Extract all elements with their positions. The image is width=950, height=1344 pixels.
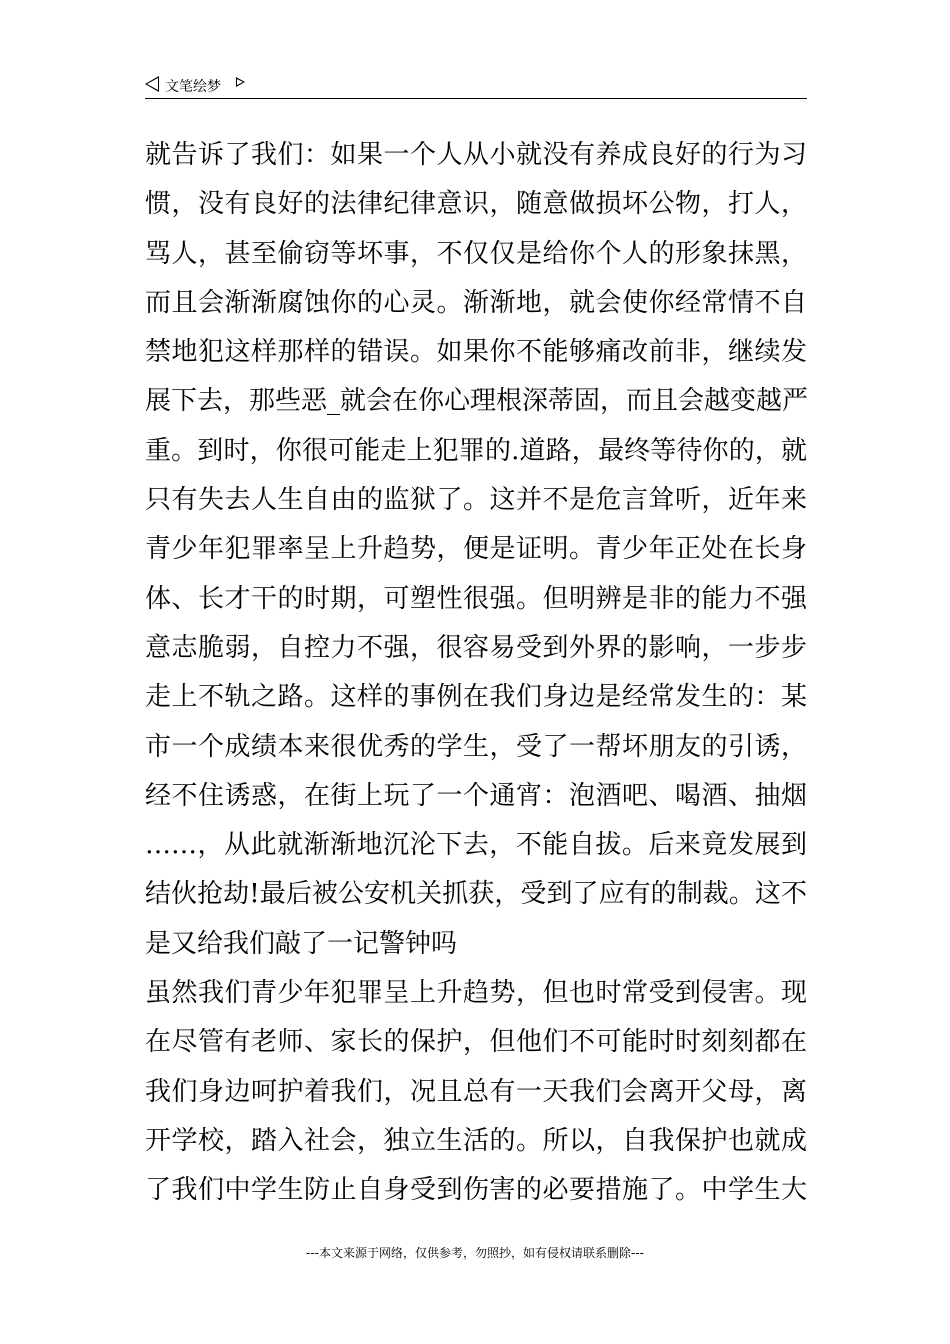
text-line: 市一个成绩本来很优秀的学生，受了一帮坏朋友的引诱，	[145, 731, 807, 762]
text-line: 骂人，甚至偷窃等坏事，不仅仅是给你个人的形象抹黑，	[145, 238, 807, 269]
text-line: 禁地犯这样那样的错误。如果你不能够痛改前非，继续发	[145, 337, 807, 368]
text-line: 而且会渐渐腐蚀你的心灵。渐渐地，就会使你经常情不自	[145, 287, 807, 318]
text-line: 是又给我们敲了一记警钟吗	[145, 928, 458, 959]
text-line: 我们身边呵护着我们，况且总有一天我们会离开父母，离	[145, 1076, 807, 1107]
text-line: 经不住诱惑，在街上玩了一个通宵：泡酒吧、喝酒、抽烟	[145, 780, 807, 811]
text-line: 只有失去人生自由的监狱了。这并不是危言耸听，近年来	[145, 485, 807, 516]
triangle-left-icon	[145, 76, 159, 92]
text-line: 体、长才干的时期，可塑性很强。但明辨是非的能力不强	[145, 583, 807, 614]
text-line: ……，从此就渐渐地沉沦下去，不能自拔。后来竟发展到	[145, 830, 807, 861]
text-line: 开学校，踏入社会，独立生活的。所以，自我保护也就成	[145, 1125, 807, 1156]
text-line: 青少年犯罪率呈上升趋势，便是证明。青少年正处在长身	[145, 534, 807, 565]
page-footer: ---本文来源于网络，仅供参考，勿照抄，如有侵权请联系删除---	[306, 1246, 644, 1260]
text-line: 结伙抢劫!最后被公安机关抓获，受到了应有的制裁。这不	[145, 879, 807, 910]
text-line: 虽然我们青少年犯罪呈上升趋势，但也时常受到侵害。现	[145, 978, 807, 1009]
header-brand: 文笔绘梦	[165, 79, 221, 95]
text-line: 展下去，那些恶_就会在你心理根深蒂固，而且会越变越严	[145, 386, 809, 417]
page-header	[145, 72, 807, 99]
text-line: 惯，没有良好的法律纪律意识，随意做损坏公物，打人，	[145, 189, 807, 220]
text-line: 意志脆弱，自控力不强，很容易受到外界的影响，一步步	[145, 632, 807, 663]
text-line: 就告诉了我们：如果一个人从小就没有养成良好的行为习	[145, 140, 807, 170]
text-line: 走上不轨之路。这样的事例在我们身边是经常发生的：某	[145, 682, 807, 713]
text-line: 重。到时，你很可能走上犯罪的.道路，最终等待你的，就	[145, 435, 807, 466]
text-line: 了我们中学生防止自身受到伤害的必要措施了。中学生大	[145, 1175, 807, 1206]
text-line: 在尽管有老师、家长的保护，但他们不可能时时刻刻都在	[145, 1027, 807, 1058]
body-text	[145, 131, 807, 1216]
triangle-right-icon	[236, 77, 245, 87]
